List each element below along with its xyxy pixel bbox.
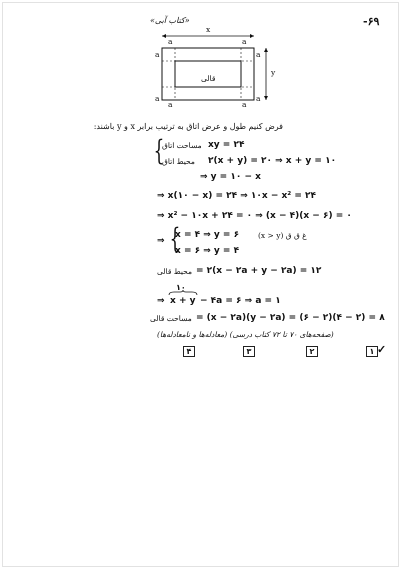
implies-arrow-2: ⇒ [157,296,165,306]
cases-brace: { [169,222,181,255]
rug-area-eq: = (x − ۲a)(y − ۲a) = (۶ − ۲)(۴ − ۲) = ۸ [196,313,385,323]
x-plus-y: x + y [170,296,196,306]
a-label-top-left: a [168,37,173,46]
solve-a-eq: − ۴a = ۶ ⇒ a = ۱ [200,296,281,306]
textbook-reference: (صفحه‌های ۷۰ تا ۷۲ کتاب درسی) (معادله‌ها و نامعادله‌ها) [157,330,334,339]
answer-option-3[interactable]: ۳ [243,346,255,357]
y-in-terms-of-x: ⇒ y = ۱۰ − x [200,172,261,182]
case-1-rejected-note: (x > y) غ ق ق [258,231,307,240]
a-label-left-bottom: a [155,94,160,103]
room-area-eq: xy = ۲۴ [208,140,245,150]
y-label: y [271,68,276,77]
answer-option-2[interactable]: ۲ [306,346,318,357]
rug-area-label: مساحت قالی [150,314,192,323]
rug-label: قالی [201,74,216,83]
case-1: x = ۴ ⇒ y = ۶ [175,230,240,240]
a-label-right-top: a [256,50,261,59]
page-number: -۶۹ [363,15,380,28]
room-perimeter-eq: ۲(x + y) = ۲۰ ⇒ x + y = ۱۰ [208,156,337,166]
substitution-line: ⇒ x(۱۰ − x) = ۲۴ ⇒ ۱۰x − x² = ۲۴ [157,191,317,201]
a-label-bottom-left: a [168,100,173,109]
solution-intro: فرض کنیم طول و عرض اتاق به ترتیب برابر x و y باشند: [93,122,283,131]
a-label-left-top: a [155,50,160,59]
system-brace: { [153,134,165,167]
correct-answer-check-icon: ✓ [377,343,387,356]
room-perimeter-label: محیط اتاق [162,157,195,166]
a-label-bottom-right: a [242,100,247,109]
implies-arrow: ⇒ [157,236,165,246]
a-label-right-bottom: a [256,94,261,103]
case-2: x = ۶ ⇒ y = ۴ [175,246,240,256]
rug-perimeter-eq: = ۲(x − ۲a + y − ۲a) = ۱۲ [196,266,322,276]
book-title: «کتاب آبی» [150,16,190,25]
rug-perimeter-label: محیط قالی [157,267,193,276]
x-label: x [206,25,211,34]
answer-option-4[interactable]: ۴ [183,346,195,357]
a-label-top-right: a [242,37,247,46]
room-area-label: مساحت اتاق [162,141,202,150]
answer-option-1[interactable]: ۱ [366,346,378,357]
quadratic-line: ⇒ x² − ۱۰x + ۲۴ = ۰ ⇒ (x − ۴)(x − ۶) = ۰ [157,211,352,221]
overbrace-value: ۱۰ [176,283,186,292]
